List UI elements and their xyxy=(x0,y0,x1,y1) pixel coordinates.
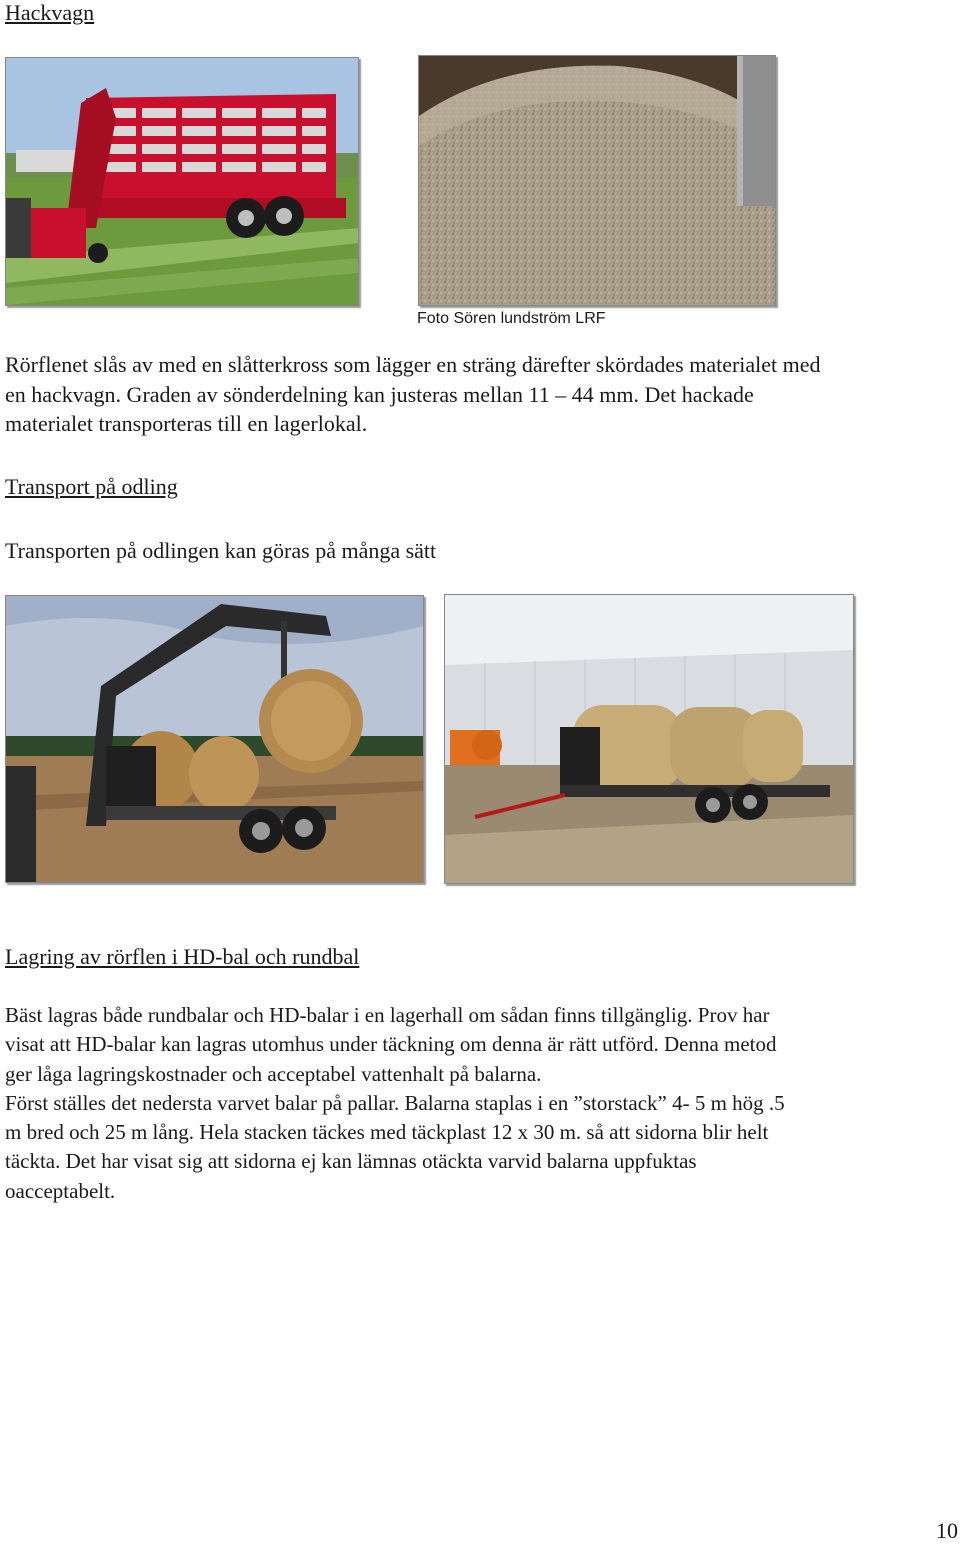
trailer-bales-image xyxy=(445,595,853,883)
paragraph-line: oacceptabelt. xyxy=(5,1178,116,1203)
paragraph-line: Rörflenet slås av med en slåtterkross som lägger en sträng därefter skördades materialet med xyxy=(5,352,821,377)
paragraph-line: visat att HD-balar kan lagras utomhus under täckning om denna är rätt utförd. Denna metod xyxy=(5,1032,777,1057)
paragraph-line: m bred och 25 m lång. Hela stacken täckes med täckplast 12 x 30 m. så att sidorna blir helt xyxy=(5,1120,769,1145)
paragraph-line: materialet transporteras till en lagerlokal. xyxy=(5,411,368,436)
paragraph-line: ger låga lagringskostnader och acceptabel vattenhalt på balarna. xyxy=(5,1061,542,1086)
paragraph-line: Först ställes det nedersta varvet balar på pallar. Balarna staplas i en ”storstack” 4- 5 m hög .5 xyxy=(5,1090,785,1115)
forage-wagon-image xyxy=(6,58,358,305)
photo-trailer-bales xyxy=(444,594,854,884)
heading-lagring: Lagring av rörflen i HD-bal och rundbal xyxy=(5,944,360,969)
photo-caption: Foto Sören lundström LRF xyxy=(417,310,606,327)
paragraph-line: en hackvagn. Graden av sönderdelning kan justeras mellan 11 – 44 mm. Det hackade xyxy=(5,381,754,407)
photo-crane-bale xyxy=(5,595,424,883)
heading-transport: Transport på odling xyxy=(5,474,178,499)
page-number: 10 xyxy=(936,1518,958,1543)
paragraph-lagring xyxy=(5,1001,955,1206)
paragraph-hackvagn xyxy=(5,350,955,439)
paragraph-line: Bäst lagras både rundbalar och HD-balar i en lagerhall om sådan finns tillgänglig. Prov har xyxy=(5,1003,770,1027)
paragraph-line: täckta. Det har visat sig att sidorna ej kan lämnas otäckta varvid balarna uppfuktas xyxy=(5,1149,697,1174)
photo-chopped-material xyxy=(418,55,776,306)
crane-bale-image xyxy=(6,596,423,882)
paragraph-transport: Transporten på odlingen kan göras på många sätt xyxy=(5,538,437,563)
chopped-material-image xyxy=(419,56,775,305)
heading-hackvagn: Hackvagn xyxy=(5,0,95,25)
photo-forage-wagon xyxy=(5,57,359,306)
